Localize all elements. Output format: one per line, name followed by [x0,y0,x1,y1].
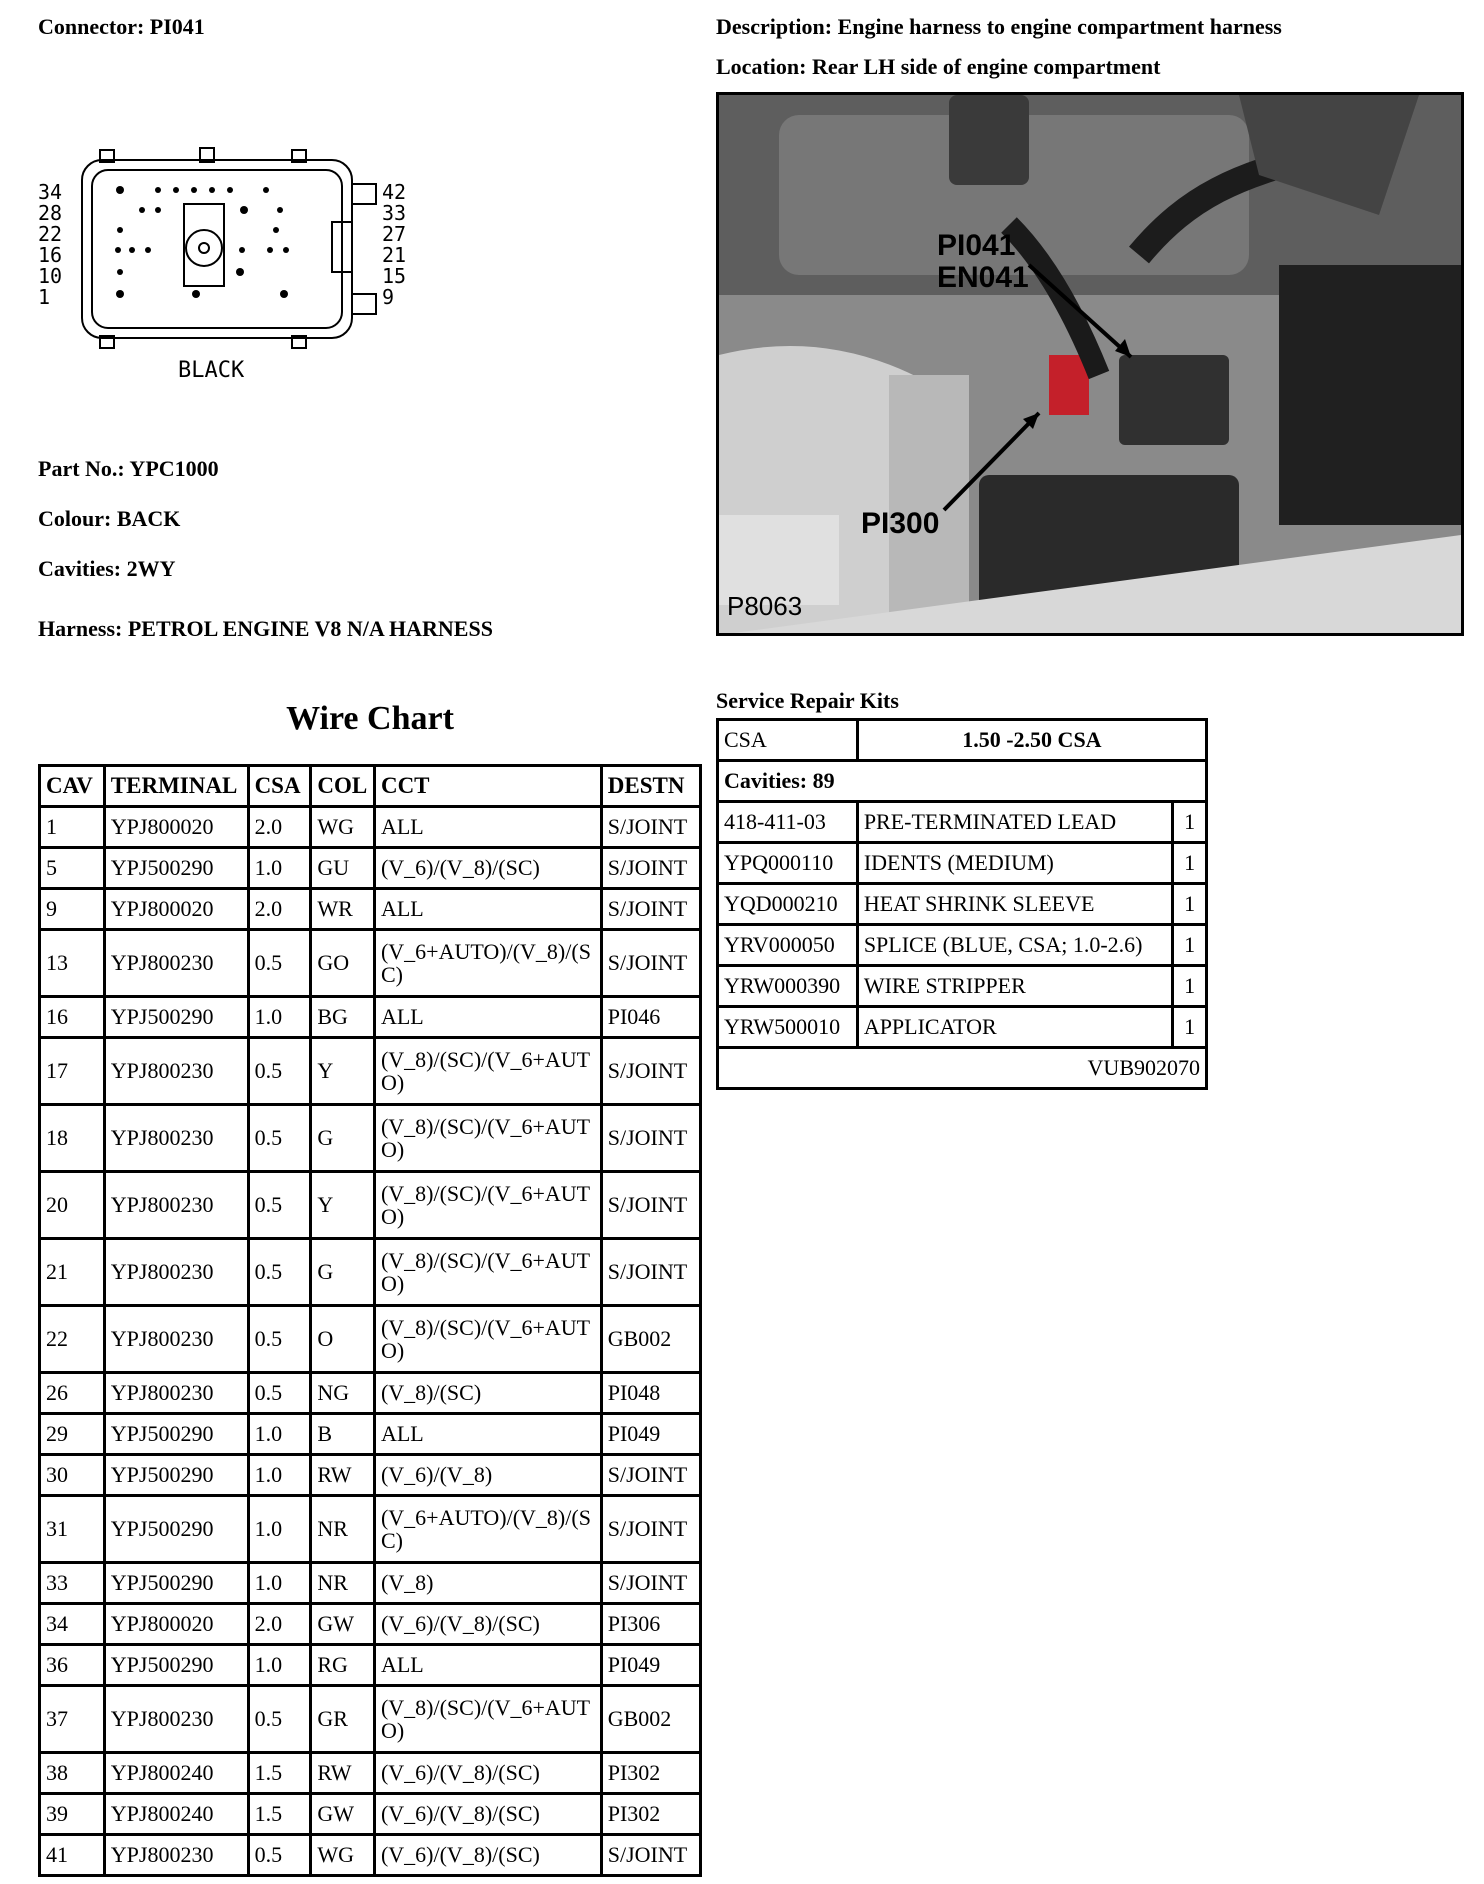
table-row [40,930,701,997]
kit-quantity: 1 [1173,884,1207,925]
kit-description: APPLICATOR [857,1007,1172,1048]
table-cell: YPJ500290 [104,1496,248,1563]
description-text: Description: Engine harness to engine compartment harness [716,14,1282,39]
table-row [40,1645,701,1686]
table-cell: 39 [40,1794,105,1835]
table-cell: Y [311,1038,375,1105]
pin-number: 28 [38,201,63,225]
table-cell: PI049 [601,1414,700,1455]
table-cell: (V_8)/(SC)/(V_6+AUTO) [374,1105,601,1172]
table-cell: 2.0 [248,807,311,848]
table-row [40,848,701,889]
table-cell: (V_8)/(SC)/(V_6+AUTO) [374,1172,601,1239]
photo-code: P8063 [727,591,803,621]
table-cell: S/JOINT [601,807,700,848]
table-cell: WR [311,889,375,930]
table-row [40,1563,701,1604]
table-row [40,807,701,848]
table-cell: ALL [374,1414,601,1455]
table-cell: (V_6)/(V_8) [374,1455,601,1496]
table-cell: BG [311,997,375,1038]
table-cell: 38 [40,1753,105,1794]
table-row [40,997,701,1038]
table-cell: 31 [40,1496,105,1563]
table-cell: WG [311,807,375,848]
connector-outline [30,140,410,390]
kit-part-number: YRW000390 [718,966,858,1007]
photo-label-pi041: PI041 [937,229,1016,262]
kit-row [718,1007,1207,1048]
kit-quantity: 1 [1173,1007,1207,1048]
table-cell: WG [311,1835,375,1876]
kit-description: HEAT SHRINK SLEEVE [857,884,1172,925]
table-row [40,1172,701,1239]
service-kits-body [718,720,1207,1048]
table-cell: 1.0 [248,1563,311,1604]
table-cell: 0.5 [248,1105,311,1172]
location-text: Location: Rear LH side of engine compartment [716,54,1161,79]
table-cell: NR [311,1563,375,1604]
table-cell: 0.5 [248,1239,311,1306]
column-header: CCT [374,766,601,807]
table-cell: 17 [40,1038,105,1105]
column-header: CSA [248,766,311,807]
kit-part-number: 418-411-03 [718,802,858,843]
table-cell: S/JOINT [601,1563,700,1604]
table-cell: (V_6)/(V_8)/(SC) [374,1604,601,1645]
left-pin-numbers [38,182,62,308]
table-row [40,1038,701,1105]
table-cell: PI302 [601,1753,700,1794]
table-cell: ALL [374,1645,601,1686]
table-cell: YPJ800230 [104,1835,248,1876]
table-cell: 0.5 [248,1835,311,1876]
table-row [40,1306,701,1373]
kit-description: SPLICE (BLUE, CSA; 1.0-2.6) [857,925,1172,966]
table-cell: 2.0 [248,889,311,930]
table-cell: GB002 [601,1686,700,1753]
table-row [40,1414,701,1455]
table-row [40,1373,701,1414]
table-cell: 13 [40,930,105,997]
table-cell: PI302 [601,1794,700,1835]
table-cell: YPJ800230 [104,1373,248,1414]
table-cell: 0.5 [248,1373,311,1414]
kit-row [718,802,1207,843]
table-cell: 5 [40,848,105,889]
footer-row [718,1048,1207,1089]
table-cell: 1.0 [248,1455,311,1496]
colour-text: Colour: BACK [38,506,181,531]
table-cell: 1.0 [248,1414,311,1455]
table-row [40,1455,701,1496]
kit-quantity: 1 [1173,925,1207,966]
table-cell: ALL [374,807,601,848]
pin-number: 34 [38,180,63,204]
kit-part-number: YRV000050 [718,925,858,966]
table-cell: (V_6+AUTO)/(V_8)/(SC) [374,1496,601,1563]
table-cell: YPJ800230 [104,1038,248,1105]
table-cell: S/JOINT [601,930,700,997]
kit-quantity: 1 [1173,802,1207,843]
engine-compartment-photo [716,92,1464,636]
table-cell: GU [311,848,375,889]
pin-number: 9 [382,285,395,309]
footer-code: VUB902070 [718,1048,1207,1089]
table-cell: YPJ500290 [104,848,248,889]
table-cell: 2.0 [248,1604,311,1645]
table-cell: (V_6+AUTO)/(V_8)/(SC) [374,930,601,997]
table-cell: 18 [40,1105,105,1172]
column-header: COL [311,766,375,807]
photo-image [719,95,1461,633]
cavities-row [718,761,1207,802]
table-cell: YPJ800230 [104,1172,248,1239]
kit-part-number: YRW500010 [718,1007,858,1048]
table-cell: 9 [40,889,105,930]
table-cell: 0.5 [248,1686,311,1753]
table-cell: (V_6)/(V_8)/(SC) [374,848,601,889]
table-cell: 1 [40,807,105,848]
table-row [40,1794,701,1835]
right-pin-numbers [382,182,406,308]
kit-row [718,843,1207,884]
table-cell: S/JOINT [601,1105,700,1172]
table-cell: YPJ500290 [104,1645,248,1686]
table-cell: 26 [40,1373,105,1414]
pin-number: 1 [38,285,51,309]
table-cell: YPJ500290 [104,997,248,1038]
table-cell: YPJ800230 [104,1239,248,1306]
table-cell: GW [311,1794,375,1835]
table-row [40,1753,701,1794]
csa-value: 1.50 -2.50 CSA [857,720,1206,761]
table-cell: 0.5 [248,930,311,997]
table-cell: 0.5 [248,1306,311,1373]
table-cell: S/JOINT [601,1496,700,1563]
table-cell: 1.5 [248,1753,311,1794]
connector-diagram [30,140,410,390]
kit-row [718,884,1207,925]
kit-description: PRE-TERMINATED LEAD [857,802,1172,843]
kit-description: WIRE STRIPPER [857,966,1172,1007]
table-cell: RW [311,1455,375,1496]
table-cell: B [311,1414,375,1455]
table-cell: (V_8)/(SC)/(V_6+AUTO) [374,1038,601,1105]
table-cell: (V_8)/(SC) [374,1373,601,1414]
wire-chart-body [40,807,701,1876]
table-cell: (V_6)/(V_8)/(SC) [374,1753,601,1794]
table-cell: O [311,1306,375,1373]
table-cell: YPJ800020 [104,807,248,848]
table-cell: YPJ500290 [104,1563,248,1604]
table-cell: S/JOINT [601,889,700,930]
table-cell: PI046 [601,997,700,1038]
table-cell: S/JOINT [601,848,700,889]
table-cell: S/JOINT [601,1172,700,1239]
table-cell: 0.5 [248,1172,311,1239]
connector-title: Connector: PI041 [38,14,205,39]
kit-part-number: YQD000210 [718,884,858,925]
table-cell: 1.5 [248,1794,311,1835]
connector-colour-label: BLACK [178,358,245,383]
table-cell: S/JOINT [601,1038,700,1105]
table-cell: NG [311,1373,375,1414]
table-row [40,1604,701,1645]
pin-number: 42 [382,180,407,204]
table-cell: 22 [40,1306,105,1373]
table-cell: 37 [40,1686,105,1753]
csa-label: CSA [718,720,858,761]
wire-chart-header-row [40,766,701,807]
table-cell: YPJ800230 [104,1105,248,1172]
table-cell: 33 [40,1563,105,1604]
pin-number: 21 [382,243,407,267]
pin-number: 10 [38,264,63,288]
table-cell: 1.0 [248,997,311,1038]
table-cell: GO [311,930,375,997]
cavities-text: Cavities: 2WY [38,556,176,581]
column-header: DESTN [601,766,700,807]
wire-chart-table [38,764,702,1877]
table-cell: ALL [374,889,601,930]
table-cell: (V_8) [374,1563,601,1604]
table-row [40,1239,701,1306]
table-cell: S/JOINT [601,1455,700,1496]
table-cell: YPJ800240 [104,1794,248,1835]
kit-description: IDENTS (MEDIUM) [857,843,1172,884]
table-cell: GW [311,1604,375,1645]
table-cell: S/JOINT [601,1239,700,1306]
table-cell: YPJ800230 [104,1306,248,1373]
table-cell: YPJ800230 [104,930,248,997]
table-row [40,1686,701,1753]
table-cell: YPJ500290 [104,1455,248,1496]
table-cell: (V_6)/(V_8)/(SC) [374,1794,601,1835]
table-cell: 21 [40,1239,105,1306]
column-header: CAV [40,766,105,807]
table-cell: 1.0 [248,1645,311,1686]
pin-number: 15 [382,264,407,288]
csa-row [718,720,1207,761]
table-cell: 20 [40,1172,105,1239]
photo-label-en041: EN041 [937,261,1029,294]
table-cell: 41 [40,1835,105,1876]
table-cell: YPJ800230 [104,1686,248,1753]
pin-number: 27 [382,222,407,246]
table-cell: PI049 [601,1645,700,1686]
table-cell: S/JOINT [601,1835,700,1876]
kit-row [718,925,1207,966]
table-row [40,1835,701,1876]
table-cell: 30 [40,1455,105,1496]
table-cell: YPJ500290 [104,1414,248,1455]
table-cell: NR [311,1496,375,1563]
table-cell: RW [311,1753,375,1794]
pin-number: 22 [38,222,63,246]
table-cell: (V_8)/(SC)/(V_6+AUTO) [374,1686,601,1753]
kit-part-number: YPQ000110 [718,843,858,884]
table-cell: PI306 [601,1604,700,1645]
table-cell: 16 [40,997,105,1038]
table-cell: ALL [374,997,601,1038]
table-row [40,1105,701,1172]
kit-quantity: 1 [1173,843,1207,884]
table-cell: G [311,1239,375,1306]
service-kits-table [716,718,1208,1090]
wire-chart-title: Wire Chart [286,700,454,737]
table-row [40,1496,701,1563]
table-cell: YPJ800020 [104,889,248,930]
table-cell: 1.0 [248,1496,311,1563]
column-header: TERMINAL [104,766,248,807]
table-cell: 1.0 [248,848,311,889]
service-cavities: Cavities: 89 [718,761,1207,802]
kit-quantity: 1 [1173,966,1207,1007]
photo-label-pi300: PI300 [861,507,940,540]
table-cell: GR [311,1686,375,1753]
table-cell: GB002 [601,1306,700,1373]
table-cell: G [311,1105,375,1172]
table-cell: Y [311,1172,375,1239]
kit-row [718,966,1207,1007]
table-cell: (V_8)/(SC)/(V_6+AUTO) [374,1239,601,1306]
table-cell: (V_6)/(V_8)/(SC) [374,1835,601,1876]
table-row [40,889,701,930]
service-kits-title: Service Repair Kits [716,688,899,713]
table-cell: YPJ800240 [104,1753,248,1794]
pin-number: 33 [382,201,407,225]
harness-text: Harness: PETROL ENGINE V8 N/A HARNESS [38,616,493,641]
pin-number: 16 [38,243,63,267]
table-cell: RG [311,1645,375,1686]
table-cell: PI048 [601,1373,700,1414]
table-cell: 34 [40,1604,105,1645]
table-cell: 29 [40,1414,105,1455]
table-cell: 0.5 [248,1038,311,1105]
table-cell: (V_8)/(SC)/(V_6+AUTO) [374,1306,601,1373]
table-cell: YPJ800020 [104,1604,248,1645]
table-cell: 36 [40,1645,105,1686]
part-number: Part No.: YPC1000 [38,456,219,481]
